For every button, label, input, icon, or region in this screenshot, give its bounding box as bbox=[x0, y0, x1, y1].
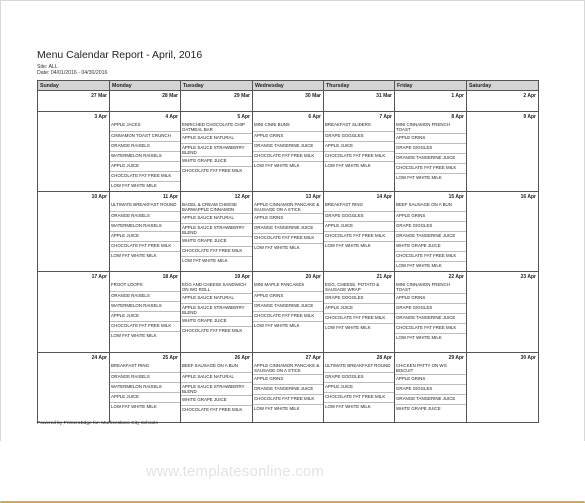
menu-item: WHITE GRAPE JUICE bbox=[395, 241, 466, 251]
day-date: 13 Apr bbox=[305, 194, 321, 200]
menu-item: BAGEL & CREAM CHEESE BARWAPPLE CINNAMON bbox=[182, 202, 237, 212]
calendar-week-row bbox=[38, 112, 539, 192]
menu-item: ORANGE TANGERINE JUICE bbox=[253, 384, 323, 394]
menu-item: GRAPE GIGGLES bbox=[395, 221, 466, 231]
menu-item: GRAPE GIGGLES bbox=[395, 303, 466, 313]
header-wednesday: Wednesday bbox=[253, 81, 324, 91]
menu-item: MINI CINNAMON FRENCH TOAST bbox=[396, 282, 450, 292]
calendar-day-cell bbox=[110, 353, 181, 423]
menu-item: ORANGE TANGERINE JUICE bbox=[395, 394, 466, 404]
calendar-day-cell bbox=[38, 192, 110, 272]
menu-item: APPLE JUICE bbox=[324, 141, 394, 151]
header-thursday: Thursday bbox=[324, 81, 395, 91]
calendar-day-cell bbox=[38, 91, 110, 112]
day-date: 31 Mar bbox=[376, 93, 392, 99]
menu-item: APPLE JUICE bbox=[324, 303, 394, 313]
menu-item: LOW FAT WHITE MILK bbox=[110, 251, 180, 261]
menu-item: LOW FAT WHITE MILK bbox=[395, 261, 466, 271]
calendar-day-cell bbox=[253, 112, 324, 192]
menu-item: APPLE GRINS bbox=[253, 291, 323, 301]
menu-item: CHOCOLATE FAT FREE MILK bbox=[110, 321, 180, 331]
day-date: 28 Mar bbox=[162, 93, 178, 99]
menu-item: WATERMELON RAISELS bbox=[110, 301, 180, 311]
calendar-day-cell bbox=[467, 112, 539, 192]
menu-item: CHOCOLATE FAT FREE MILK bbox=[110, 171, 180, 181]
menu-item: CHOCOLATE FAT FREE MILK bbox=[324, 151, 394, 161]
calendar-day-cell bbox=[110, 272, 181, 353]
menu-item: MINI CINNI BUNS bbox=[254, 122, 290, 127]
calendar-day-cell bbox=[253, 192, 324, 272]
calendar-day-cell bbox=[253, 353, 324, 423]
day-date: 23 Apr bbox=[520, 274, 536, 280]
menu-item: WHITE GRAPE JUICE bbox=[181, 316, 252, 326]
menu-item: ORANGE TANGERINE JUICE bbox=[253, 223, 323, 233]
menu-item: CHOCOLATE FAT FREE MILK bbox=[395, 163, 466, 173]
calendar-week-row bbox=[38, 272, 539, 353]
day-date: 24 Apr bbox=[91, 355, 107, 361]
day-date: 30 Apr bbox=[520, 355, 536, 361]
header-monday: Monday bbox=[110, 81, 181, 91]
menu-item: ORANGE RAISELS bbox=[110, 141, 180, 151]
day-date: 2 Apr bbox=[523, 93, 536, 99]
day-date: 12 Apr bbox=[234, 194, 250, 200]
menu-item: APPLE SAUCE STRAWBERRY BLEND bbox=[181, 303, 252, 316]
footer-powered-by: Powered by PrimeroEdge for: Murfreesboro City Schools bbox=[37, 421, 158, 426]
menu-item: WATERMELON RAISELS bbox=[110, 221, 180, 231]
menu-item: APPLE JUICE bbox=[110, 392, 180, 402]
menu-item: APPLE GRINS bbox=[253, 131, 323, 141]
day-date: 4 Apr bbox=[165, 114, 178, 120]
menu-item: LOW FAT WHITE MILK bbox=[253, 161, 323, 171]
day-date: 18 Apr bbox=[162, 274, 178, 280]
day-date: 16 Apr bbox=[520, 194, 536, 200]
menu-item: WHITE GRAPE JUICE bbox=[181, 395, 252, 405]
menu-item: LOW FAT WHITE MILK bbox=[110, 402, 180, 412]
report-date-range: Date: 04/01/2016 - 04/30/2016 bbox=[37, 70, 108, 76]
menu-item: ORANGE RAISELS bbox=[110, 372, 180, 382]
calendar-day-cell bbox=[110, 91, 181, 112]
menu-item: CHOCOLATE FAT FREE MILK bbox=[110, 241, 180, 251]
menu-item: LOW FAT WHITE MILK bbox=[110, 331, 180, 341]
menu-item: BEEF SAUSAGE ON A BUN bbox=[182, 363, 238, 368]
menu-item: APPLE SAUCE NATURAL bbox=[181, 293, 252, 303]
day-date: 9 Apr bbox=[523, 114, 536, 120]
menu-item: EGG, CHEESE, POTATO & SAUSAGE WRAP bbox=[325, 282, 380, 292]
menu-item: MINI MAPLE PANCAKES bbox=[254, 282, 305, 287]
calendar-day-cell bbox=[395, 353, 467, 423]
calendar-week-row bbox=[38, 91, 539, 112]
calendar-day-cell bbox=[467, 272, 539, 353]
menu-item: LOW FAT WHITE MILK bbox=[324, 402, 394, 412]
menu-item: ORANGE TANGERINE JUICE bbox=[253, 301, 323, 311]
day-date: 21 Apr bbox=[376, 274, 392, 280]
menu-item: ORANGE RAISELS bbox=[110, 291, 180, 301]
day-date: 11 Apr bbox=[162, 194, 178, 200]
day-date: 26 Apr bbox=[234, 355, 250, 361]
menu-item: APPLE GRINS bbox=[395, 374, 466, 384]
menu-item: CHOCOLATE FAT FREE MILK bbox=[253, 394, 323, 404]
day-date: 5 Apr bbox=[237, 114, 250, 120]
menu-item: CHOCOLATE FAT FREE MILK bbox=[253, 233, 323, 243]
calendar-day-cell bbox=[467, 192, 539, 272]
menu-item: APPLE JUICE bbox=[324, 382, 394, 392]
calendar-day-cell bbox=[181, 353, 253, 423]
menu-item: GRAPE GOGGLES bbox=[324, 293, 394, 303]
calendar-week-row bbox=[38, 192, 539, 272]
menu-item: APPLE SAUCE NATURAL bbox=[181, 213, 252, 223]
calendar-day-cell bbox=[181, 192, 253, 272]
menu-item: ORANGE TANGERINE JUICE bbox=[395, 231, 466, 241]
menu-item: ORANGE TANGERINE JUICE bbox=[395, 153, 466, 163]
calendar-day-cell bbox=[324, 112, 395, 192]
day-date: 29 Apr bbox=[448, 355, 464, 361]
menu-item: GRAPE GOGGLES bbox=[324, 211, 394, 221]
menu-item: ENRICHED CHOCOLATE CHIP OATMEAL BAR bbox=[182, 122, 245, 132]
menu-item: LOW FAT WHITE MILK bbox=[395, 333, 466, 343]
menu-item: CHOCOLATE FAT FREE MILK bbox=[324, 231, 394, 241]
menu-item: CINNAMON TOAST CRUNCH bbox=[110, 131, 180, 141]
day-date: 28 Apr bbox=[376, 355, 392, 361]
day-date: 8 Apr bbox=[451, 114, 464, 120]
menu-item: APPLE GRINS bbox=[395, 211, 466, 221]
menu-item: APPLE CINNAMON PANCAKE & SAUSAGE ON A STICK bbox=[254, 202, 320, 212]
menu-item: CHOCOLATE FAT FREE MILK bbox=[395, 323, 466, 333]
day-date: 6 Apr bbox=[308, 114, 321, 120]
day-date: 27 Mar bbox=[91, 93, 107, 99]
menu-item: APPLE JUICE bbox=[110, 231, 180, 241]
menu-item: GRAPE GOGGLES bbox=[324, 372, 394, 382]
menu-item: ORANGE RAISELS bbox=[110, 211, 180, 221]
calendar-day-cell bbox=[324, 91, 395, 112]
menu-item: WHITE GRAPE JUICE bbox=[181, 236, 252, 246]
menu-item: CHOCOLATE FAT FREE MILK bbox=[181, 246, 252, 256]
calendar-day-cell bbox=[38, 112, 110, 192]
day-date: 30 Mar bbox=[305, 93, 321, 99]
report-site: Site: ALL bbox=[37, 64, 58, 70]
calendar-day-cell bbox=[324, 272, 395, 353]
menu-item: ULTIMATE BREAKFAST ROUND bbox=[111, 202, 177, 207]
menu-calendar bbox=[37, 80, 539, 423]
calendar-day-cell bbox=[395, 272, 467, 353]
menu-item: APPLE CINNAMON PANCAKE & SAUSAGE ON A STICK bbox=[254, 363, 320, 373]
menu-item: APPLE GRINS bbox=[395, 293, 466, 303]
menu-item: FROOT LOOPS bbox=[111, 282, 143, 287]
calendar-day-cell bbox=[38, 353, 110, 423]
menu-item: LOW FAT WHITE MILK bbox=[253, 321, 323, 331]
day-date: 15 Apr bbox=[448, 194, 464, 200]
day-date: 14 Apr bbox=[376, 194, 392, 200]
menu-item: CHOCOLATE FAT FREE MILK bbox=[253, 151, 323, 161]
menu-item: CHOCOLATE FAT FREE MILK bbox=[181, 405, 252, 415]
menu-item: CHOCOLATE FAT FREE MILK bbox=[324, 392, 394, 402]
menu-item: WATERMELON RAISELS bbox=[110, 151, 180, 161]
menu-item: APPLE SAUCE NATURAL bbox=[181, 372, 252, 382]
menu-item: ULTIMATE BREAKFAST ROUND bbox=[325, 363, 391, 368]
calendar-day-cell bbox=[110, 112, 181, 192]
menu-item: LOW FAT WHITE MILK bbox=[181, 256, 252, 266]
calendar-day-cell bbox=[395, 91, 467, 112]
day-date: 17 Apr bbox=[91, 274, 107, 280]
day-date: 10 Apr bbox=[91, 194, 107, 200]
menu-item: CHOCOLATE FAT FREE MILK bbox=[324, 313, 394, 323]
menu-item: BREAKFAST RING bbox=[111, 363, 149, 368]
menu-item: CHICKEN PATTY ON WG BISCUIT bbox=[396, 363, 447, 373]
calendar-day-cell bbox=[110, 192, 181, 272]
report-title: Menu Calendar Report - April, 2016 bbox=[37, 49, 203, 61]
menu-item: WATERMELON RAISELS bbox=[110, 382, 180, 392]
day-date: 22 Apr bbox=[448, 274, 464, 280]
menu-item: LOW FAT WHITE MILK bbox=[324, 323, 394, 333]
menu-item: MINI CINNAMON FRENCH TOAST bbox=[396, 122, 450, 132]
header-saturday: Saturday bbox=[467, 81, 539, 91]
menu-item: APPLE JUICE bbox=[110, 311, 180, 321]
calendar-day-cell bbox=[467, 91, 539, 112]
menu-item: ORANGE TANGERINE JUICE bbox=[253, 141, 323, 151]
menu-item: BREAKFAST RING bbox=[325, 202, 363, 207]
calendar-day-cell bbox=[38, 272, 110, 353]
calendar-day-cell bbox=[253, 272, 324, 353]
menu-item: APPLE JACKS bbox=[111, 122, 141, 127]
calendar-day-cell bbox=[324, 192, 395, 272]
calendar-day-cell bbox=[467, 353, 539, 423]
calendar-day-cell bbox=[181, 112, 253, 192]
menu-item: LOW FAT WHITE MILK bbox=[324, 241, 394, 251]
menu-item: LOW FAT WHITE MILK bbox=[395, 173, 466, 183]
menu-item: APPLE SAUCE NATURAL bbox=[181, 133, 252, 143]
menu-item: BREAKFAST SLIDERS bbox=[325, 122, 371, 127]
calendar-day-cell bbox=[395, 112, 467, 192]
menu-item: WHITE GRAPE JUICE bbox=[395, 404, 466, 414]
menu-item: BEEF SAUSAGE ON A BUN bbox=[396, 202, 452, 207]
menu-item: CHOCOLATE FAT FREE MILK bbox=[181, 166, 252, 176]
calendar-day-cell bbox=[181, 272, 253, 353]
header-tuesday: Tuesday bbox=[181, 81, 253, 91]
day-date: 1 Apr bbox=[451, 93, 464, 99]
calendar-day-cell bbox=[253, 91, 324, 112]
calendar-day-cell bbox=[395, 192, 467, 272]
menu-item: APPLE SAUCE STRAWBERRY BLEND bbox=[181, 382, 252, 395]
day-date: 7 Apr bbox=[379, 114, 392, 120]
menu-item: LOW FAT WHITE MILK bbox=[110, 181, 180, 191]
header-sunday: Sunday bbox=[38, 81, 110, 91]
menu-item: GRAPE GOGGLES bbox=[324, 131, 394, 141]
header-friday: Friday bbox=[395, 81, 467, 91]
day-date: 27 Apr bbox=[305, 355, 321, 361]
menu-item: WHITE GRAPE JUICE bbox=[181, 156, 252, 166]
menu-item: APPLE JUICE bbox=[110, 161, 180, 171]
menu-item: GRAPE GIGGLES bbox=[395, 384, 466, 394]
menu-item: GRAPE GIGGLES bbox=[395, 143, 466, 153]
day-date: 25 Apr bbox=[162, 355, 178, 361]
menu-item: EGG AND CHEESE SANDWICH ON WG ROLL bbox=[182, 282, 247, 292]
calendar-day-cell bbox=[181, 91, 253, 112]
menu-item: APPLE GRINS bbox=[253, 374, 323, 384]
watermark-text: www.templatesonline.com bbox=[146, 463, 325, 480]
menu-item: CHOCOLATE FAT FREE MILK bbox=[181, 326, 252, 336]
day-date: 29 Mar bbox=[234, 93, 250, 99]
day-date: 20 Apr bbox=[305, 274, 321, 280]
menu-item: APPLE JUICE bbox=[324, 221, 394, 231]
menu-item: LOW FAT WHITE MILK bbox=[324, 161, 394, 171]
menu-item: CHOCOLATE FAT FREE MILK bbox=[253, 311, 323, 321]
calendar-day-cell bbox=[324, 353, 395, 423]
menu-item: APPLE SAUCE STRAWBERRY BLEND bbox=[181, 143, 252, 156]
menu-item: CHOCOLATE FAT FREE MILK bbox=[395, 251, 466, 261]
menu-item: APPLE SAUCE STRAWBERRY BLEND bbox=[181, 223, 252, 236]
menu-item: APPLE GRINS bbox=[253, 213, 323, 223]
day-date: 19 Apr bbox=[234, 274, 250, 280]
day-date: 3 Apr bbox=[94, 114, 107, 120]
menu-item: ORANGE TANGERINE JUICE bbox=[395, 313, 466, 323]
calendar-header-row bbox=[38, 81, 539, 91]
menu-item: APPLE GRINS bbox=[395, 133, 466, 143]
menu-item: LOW FAT WHITE MILK bbox=[253, 243, 323, 253]
calendar-week-row bbox=[38, 353, 539, 423]
menu-item: LOW FAT WHITE MILK bbox=[253, 404, 323, 414]
